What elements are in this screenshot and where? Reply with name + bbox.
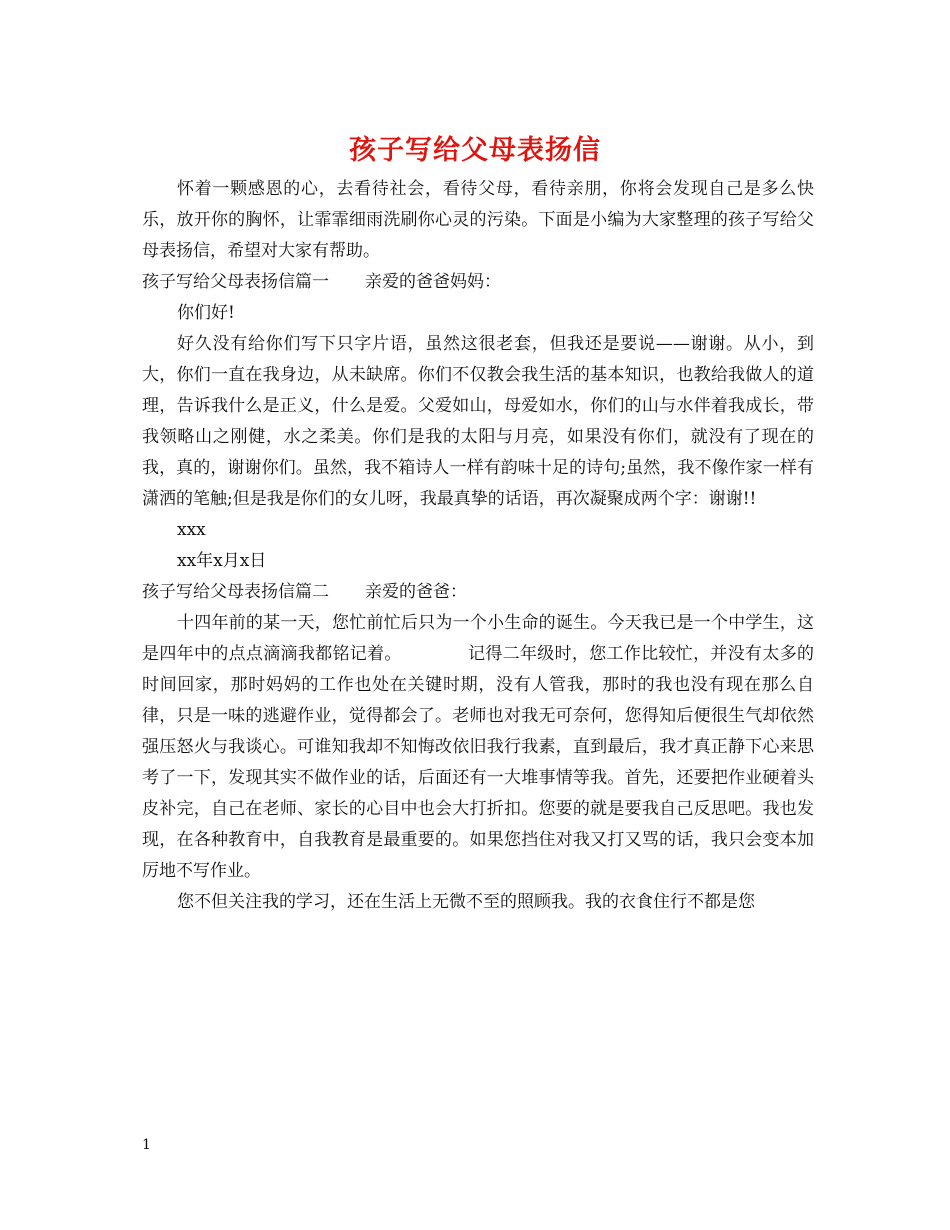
intro-paragraph: 怀着一颗感恩的心，去看待社会，看待父母，看待亲朋，你将会发现自己是多么快乐，放开你的胸怀，让霏霏细雨洗刷你心灵的污染。下面是小编为大家整理的孩子写给父母表扬信，希望对大家有帮助。 xyxy=(142,179,814,261)
letter1-heading: 孩子写给父母表扬信篇一 xyxy=(142,272,329,292)
letter2-salutation: 亲爱的爸爸： xyxy=(365,582,467,602)
letter1-signature: xxx xyxy=(177,520,206,540)
letter2-body-continued: 您不但关注我的学习，还在生活上无微不至的照顾我。我的衣食住行不都是您 xyxy=(177,892,755,912)
letter1-body: 好久没有给你们写下只字片语，虽然这很老套，但我还是要说——谢谢。从小，到大，你们一直在我身边，从未缺席。你们不仅教会我生活的基本知识，也教给我做人的道理，告诉我什么是正义，什么是爱。父爱如山，母爱如水，你们的山与水伴着我成长，带我领略山之刚健，水之柔美。你们是我的太阳与月亮，如果没有你们，就没有了现在的我，真的，谢谢你们。虽然，我不箱诗人一样有韵味十足的诗句;虽然，我不像作家一样有潇洒的笔触;但是我是你们的女儿呀，我最真挚的话语，再次凝聚成两个字：谢谢!! xyxy=(142,334,814,509)
document-body xyxy=(142,174,814,918)
letter1-heading-line xyxy=(142,267,814,298)
letter1-greeting: 你们好! xyxy=(177,303,235,323)
page-number: 1 xyxy=(142,1137,151,1153)
letter2-heading: 孩子写给父母表扬信篇二 xyxy=(142,582,329,602)
letter1-date: xx年x月x日 xyxy=(177,551,267,571)
letter2-body-part-a: 十四年前的某一天，您忙前忙后只为一个小生命的诞生。今天我已是一个中学生，这是四年中的点点滴滴我都铭记着。 xyxy=(142,613,814,664)
letter2-body xyxy=(142,608,814,887)
letter2-body-part-b: 记得二年级时，您工作比较忙，并没有太多的时间回家，那时妈妈的工作也处在关键时期，没有人管我，那时的我也没有现在那么自律，只是一味的逃避作业，觉得都会了。老师也对我无可奈何，您得知后便很生气却依然强压怒火与我谈心。可谁知我却不知悔改依旧我行我素，直到最后，我才真正静下心来思考了一下，发现其实不做作业的话，后面还有一大堆事情等我。首先，还要把作业硬着头皮补完，自己在老师、家长的心目中也会大打折扣。您要的就是要我自己反思吧。我也发现，在各种教育中，自我教育是最重要的。如果您挡住对我又打又骂的话，我只会变本加厉地不写作业。 xyxy=(142,644,815,881)
letter2-heading-line xyxy=(142,577,814,608)
letter1-salutation: 亲爱的爸爸妈妈： xyxy=(365,272,501,292)
document-title: 孩子写给父母表扬信 xyxy=(349,135,601,166)
